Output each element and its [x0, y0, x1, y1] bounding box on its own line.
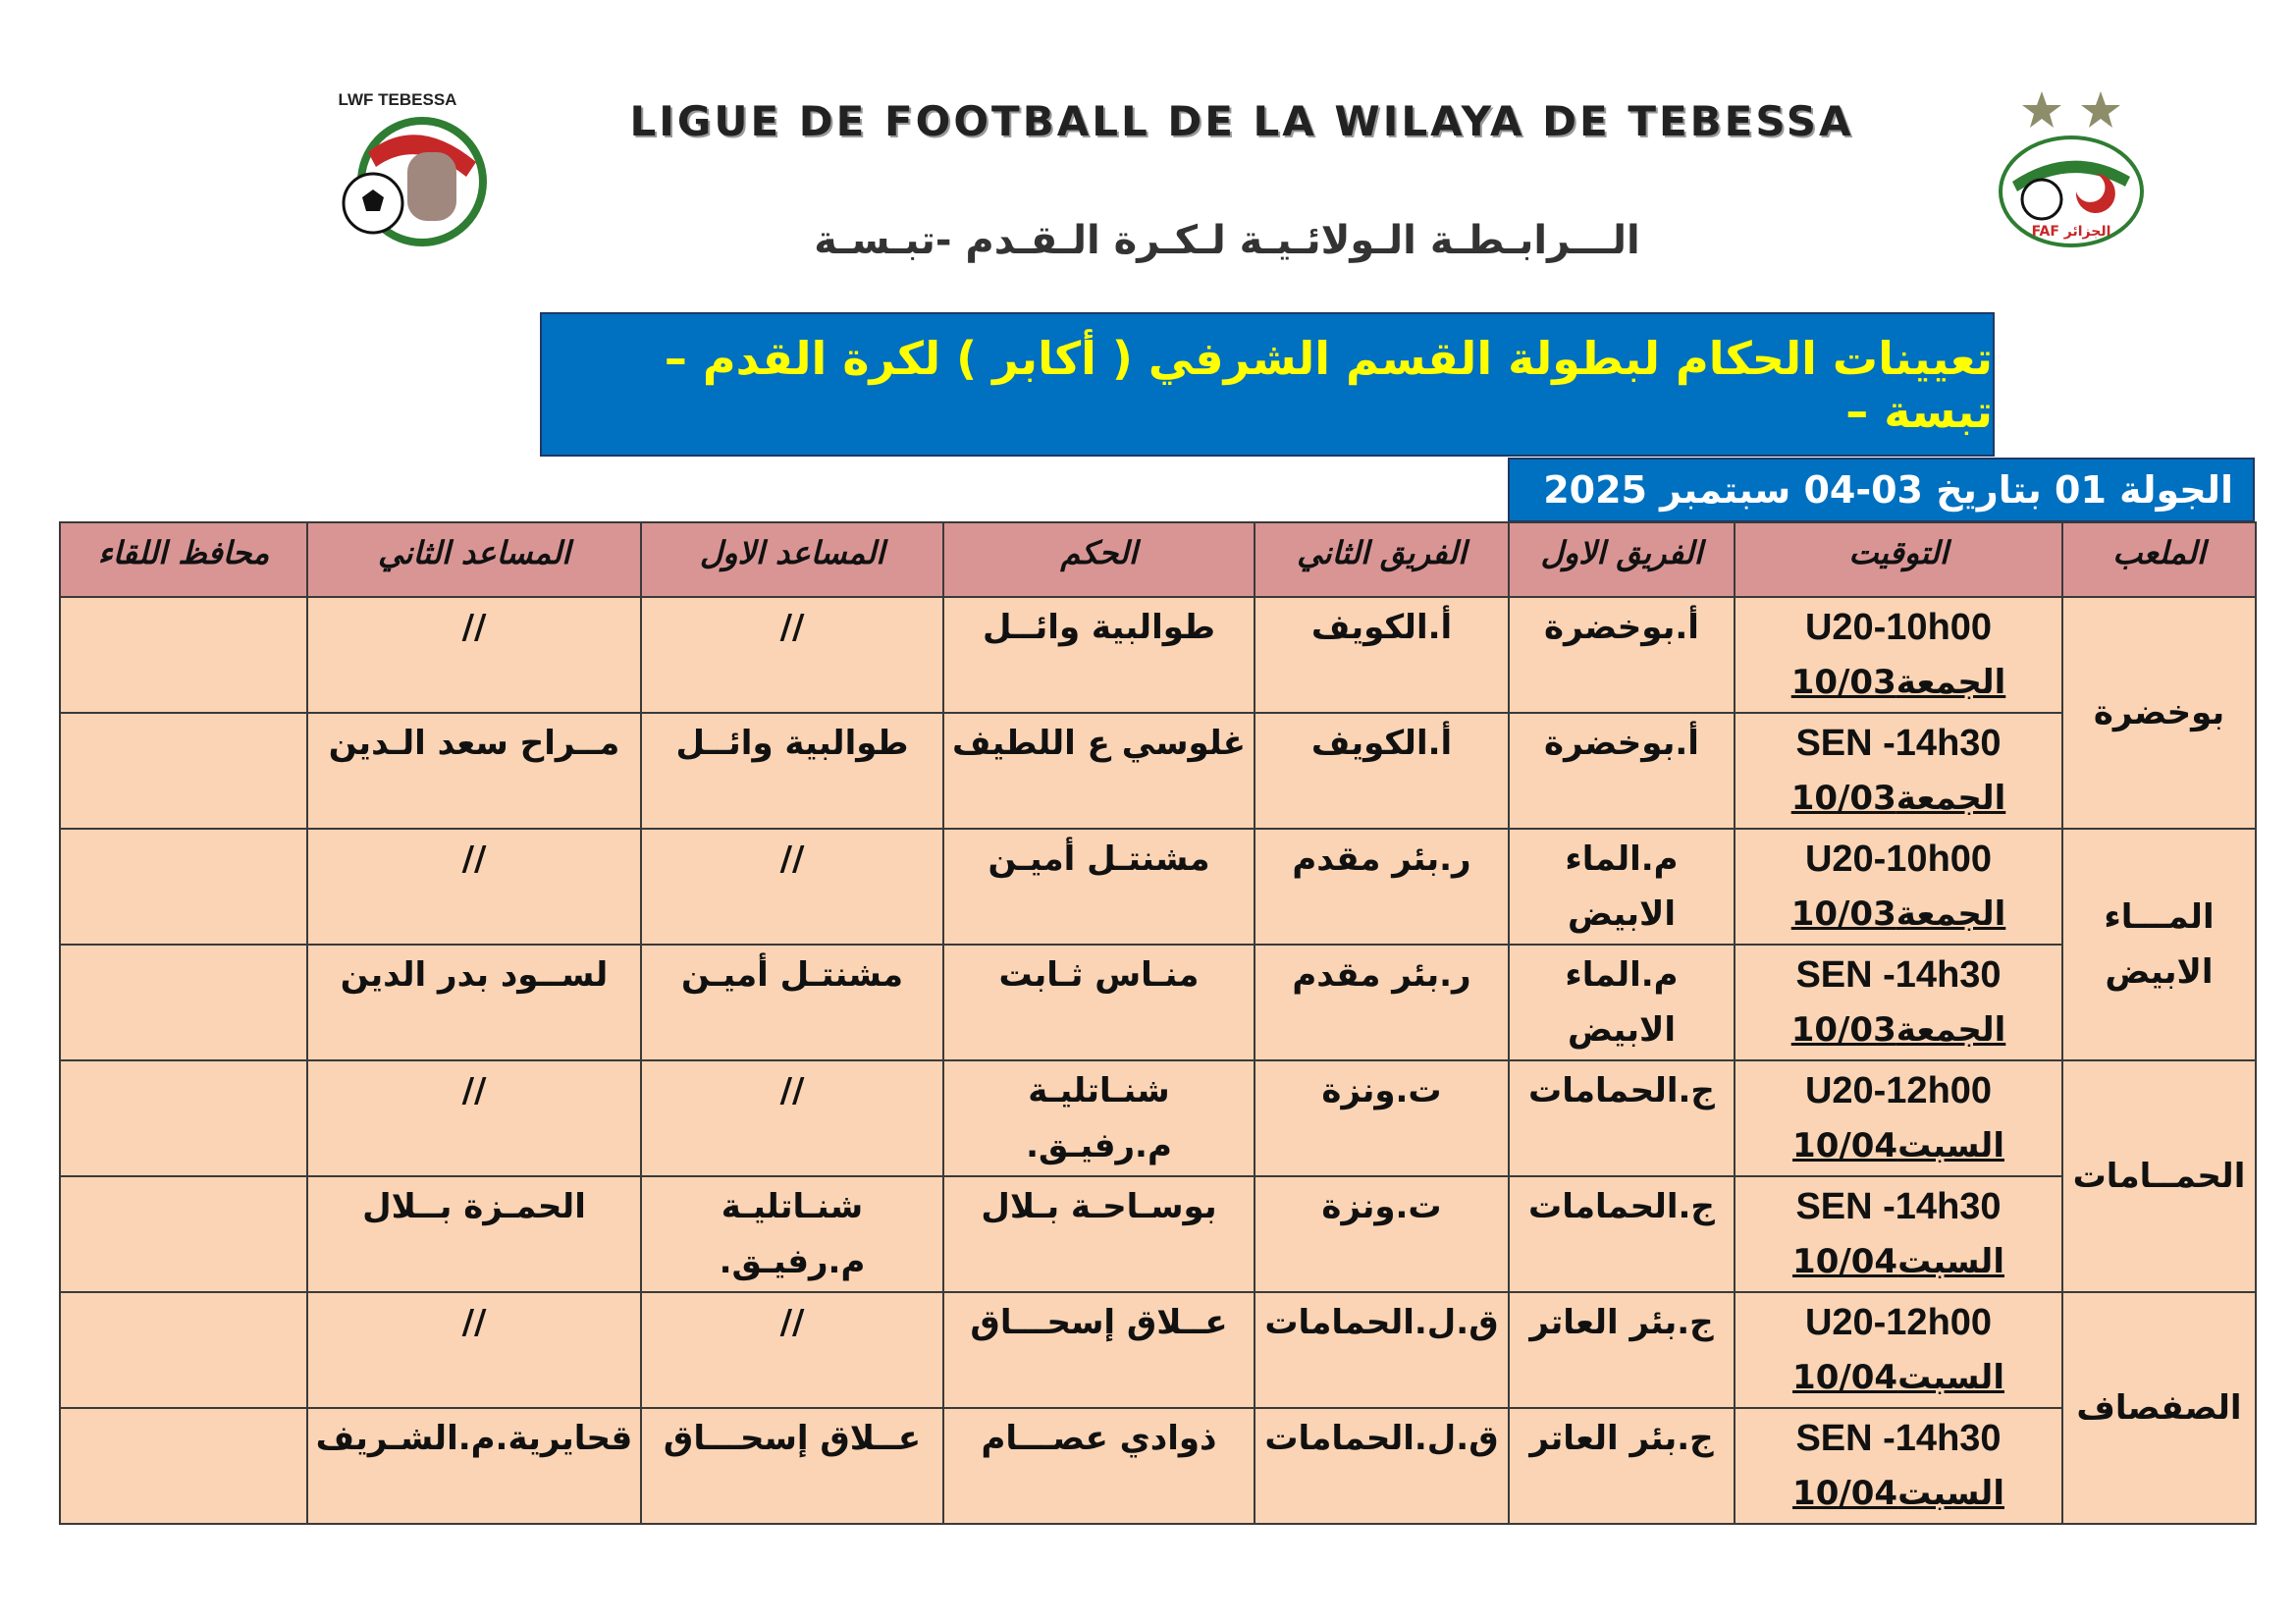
team1-cell: ج.الحمامات	[1509, 1060, 1735, 1176]
table-row	[60, 1408, 2256, 1524]
match-day: الجمعة10/03	[1790, 894, 2006, 934]
assistant1-cell: //	[641, 829, 943, 945]
team2-cell: ر.بئر مقدم	[1255, 945, 1509, 1060]
assistant2-cell: مــراح سعد الـدين	[307, 713, 641, 829]
table-row	[60, 945, 2256, 1060]
match-day: الجمعة10/03	[1790, 1010, 2006, 1050]
column-header-time: التوقيت	[1735, 522, 2062, 597]
time-cell	[1735, 1176, 2062, 1292]
referee-cell: شنـاتليـة م.رفيـق.	[943, 1060, 1255, 1176]
faf-logo	[1993, 83, 2150, 250]
kickoff-time: SEN -14h30	[1795, 1186, 2002, 1227]
commissioner-cell	[60, 713, 307, 829]
referee-cell: غلوسي ع اللطيف	[943, 713, 1255, 829]
match-day: الجمعة10/03	[1790, 663, 2006, 702]
assistant1-cell: شنـاتليـة م.رفيـق.	[641, 1176, 943, 1292]
commissioner-cell	[60, 1060, 307, 1176]
league-title-arabic: الـــرابـطـة الـولائـيـة لـكـرة الـقـدم -تبـسـة	[814, 218, 1640, 263]
commissioner-cell	[60, 1176, 307, 1292]
commissioner-cell	[60, 597, 307, 713]
kickoff-time: U20-10h00	[1804, 839, 1993, 880]
match-day: السبت10/04	[1792, 1474, 2004, 1513]
referee-cell: طوالبية وائــل	[943, 597, 1255, 713]
referee-cell: ذوادي عصـــام	[943, 1408, 1255, 1524]
time-cell	[1735, 829, 2062, 945]
commissioner-cell	[60, 1408, 307, 1524]
team2-cell: ق.ل.الحمامات	[1255, 1292, 1509, 1408]
commissioner-cell	[60, 945, 307, 1060]
team1-cell: ج.الحمامات	[1509, 1176, 1735, 1292]
team2-cell: أ.الكويف	[1255, 713, 1509, 829]
column-header-team1: الفريق الاول	[1509, 522, 1735, 597]
referee-cell: مشنتـل أميـن	[943, 829, 1255, 945]
match-day: السبت10/04	[1792, 1126, 2004, 1165]
assistant2-cell: //	[307, 1292, 641, 1408]
assistant2-cell: //	[307, 1060, 641, 1176]
referee-cell: منـاس ثـابت	[943, 945, 1255, 1060]
assistant2-cell: //	[307, 597, 641, 713]
assignments-table	[59, 521, 2257, 1525]
table-row	[60, 829, 2256, 945]
time-cell	[1735, 597, 2062, 713]
page-title: تعيينات الحكام لبطولة القسم الشرفي ( أكابر ) لكرة القدم – تبسة –	[664, 331, 1993, 438]
left-logo-text: LWF TEBESSA	[338, 90, 457, 109]
assistant2-cell: //	[307, 829, 641, 945]
kickoff-time: SEN -14h30	[1795, 1418, 2002, 1459]
assistant1-cell: //	[641, 1292, 943, 1408]
time-cell	[1735, 1292, 2062, 1408]
referee-cell: عــلاق إسحـــاق	[943, 1292, 1255, 1408]
time-cell	[1735, 713, 2062, 829]
table-row	[60, 1176, 2256, 1292]
round-banner	[1508, 458, 2255, 522]
round-date: الجولة 01 بتاريخ 03-04 سبتمبر 2025	[1543, 468, 2233, 512]
column-header-team2: الفريق الثاني	[1255, 522, 1509, 597]
team1-cell: ج.بئر العاتر	[1509, 1408, 1735, 1524]
team1-cell: أ.بوخضرة	[1509, 713, 1735, 829]
column-header-commissioner: محافظ اللقاء	[60, 522, 307, 597]
column-header-referee: الحكم	[943, 522, 1255, 597]
table-row	[60, 1292, 2256, 1408]
match-day: السبت10/04	[1792, 1242, 2004, 1281]
assistant2-cell: الحمـزة بــلال	[307, 1176, 641, 1292]
kickoff-time: U20-12h00	[1804, 1302, 1993, 1343]
assistant2-cell: قحايرية.م.الشـريف	[307, 1408, 641, 1524]
column-header-assistant2: المساعد الثاني	[307, 522, 641, 597]
match-day: الجمعة10/03	[1790, 779, 2006, 818]
column-header-assistant1: المساعد الاول	[641, 522, 943, 597]
venue-cell: الصفصاف	[2062, 1292, 2256, 1524]
kickoff-time: U20-10h00	[1804, 607, 1993, 648]
team1-cell: م.الماء الابيض	[1509, 945, 1735, 1060]
team1-cell: م.الماء الابيض	[1509, 829, 1735, 945]
team2-cell: ت.ونزة	[1255, 1176, 1509, 1292]
assistant1-cell: //	[641, 597, 943, 713]
time-cell	[1735, 1060, 2062, 1176]
venue-cell: الحمــامات	[2062, 1060, 2256, 1292]
lwf-tebessa-logo	[329, 83, 496, 250]
team2-cell: ق.ل.الحمامات	[1255, 1408, 1509, 1524]
team2-cell: أ.الكويف	[1255, 597, 1509, 713]
table-row	[60, 597, 2256, 713]
referee-cell: بوسـاحـة بـلال	[943, 1176, 1255, 1292]
league-title: LIGUE DE FOOTBALL DE LA WILAYA DE TEBESSA	[629, 97, 1854, 145]
team2-cell: ت.ونزة	[1255, 1060, 1509, 1176]
commissioner-cell	[60, 1292, 307, 1408]
time-cell	[1735, 945, 2062, 1060]
table-row	[60, 1060, 2256, 1176]
assistant1-cell: //	[641, 1060, 943, 1176]
kickoff-time: SEN -14h30	[1795, 723, 2002, 764]
commissioner-cell	[60, 829, 307, 945]
kickoff-time: U20-12h00	[1804, 1070, 1993, 1111]
table-header-row	[60, 522, 2256, 597]
assistant1-cell: طوالبية وائــل	[641, 713, 943, 829]
venue-cell: بوخضرة	[2062, 597, 2256, 829]
table-row	[60, 713, 2256, 829]
right-logo-text: FAF الجزائر	[2031, 224, 2111, 240]
assistant1-cell: مشنتـل أميـن	[641, 945, 943, 1060]
time-cell	[1735, 1408, 2062, 1524]
team1-cell: ج.بئر العاتر	[1509, 1292, 1735, 1408]
team2-cell: ر.بئر مقدم	[1255, 829, 1509, 945]
venue-cell: المـــاء الابيض	[2062, 829, 2256, 1060]
kickoff-time: SEN -14h30	[1795, 954, 2002, 996]
assistant1-cell: عــلاق إسحـــاق	[641, 1408, 943, 1524]
team1-cell: أ.بوخضرة	[1509, 597, 1735, 713]
assistant2-cell: لســود بدر الدين	[307, 945, 641, 1060]
title-banner	[540, 312, 1995, 457]
column-header-venue: الملعب	[2062, 522, 2256, 597]
match-day: السبت10/04	[1792, 1358, 2004, 1397]
